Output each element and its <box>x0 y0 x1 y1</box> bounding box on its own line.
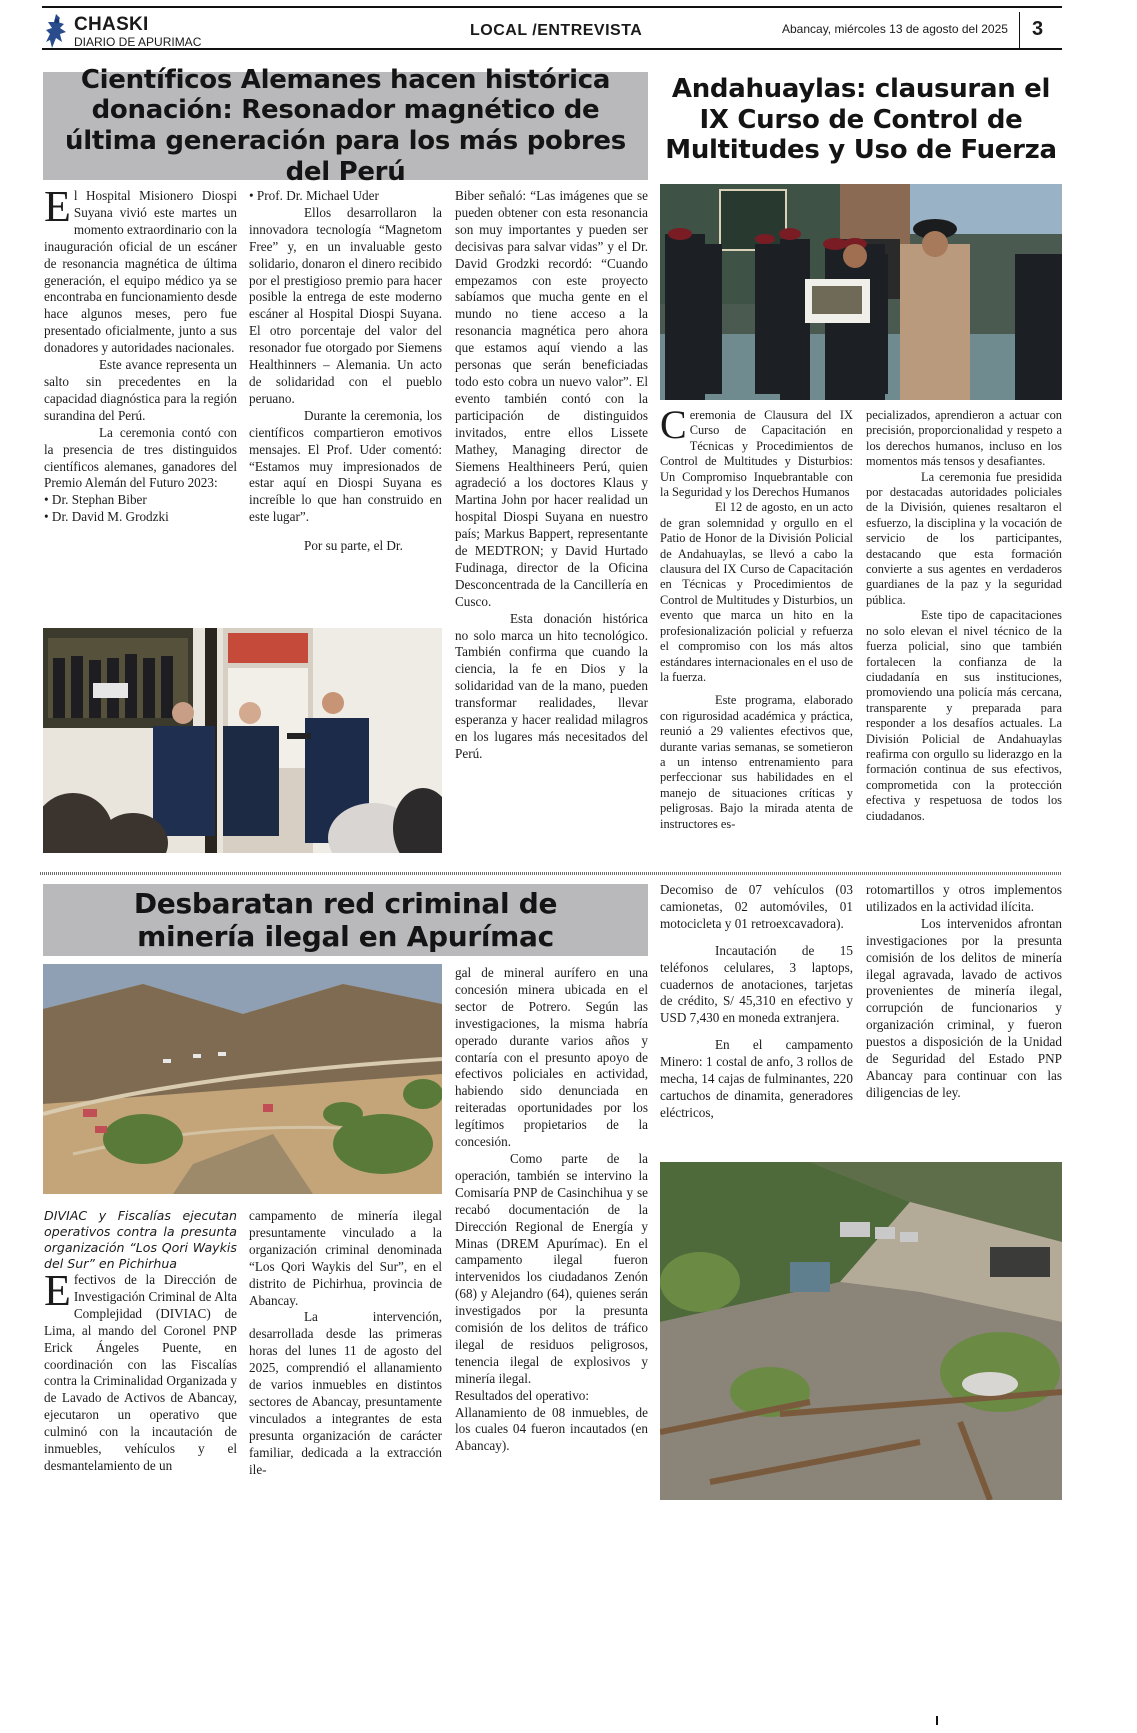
article3-photo-1[interactable] <box>43 964 442 1194</box>
article3-column-5 <box>866 882 1062 1102</box>
logo-name: CHASKI <box>74 13 149 35</box>
bullet-item: • Dr. David M. Grodzki <box>44 509 237 526</box>
article2-headline: Andahuaylas: clausuran el IX Curso de Control de Multitudes y Uso de Fuerza <box>665 73 1057 166</box>
article3-column-2 <box>249 1208 442 1479</box>
masthead <box>42 8 1062 48</box>
article3-paragraph: En el campamento Minero: 1 costal de anfo, 3 rollos de mecha, 14 cajas de fulminantes, 220 cartuchos de dinamita, generadores eléctricos, <box>660 1037 853 1120</box>
article3-headline-box <box>43 884 648 956</box>
section-label: LOCAL /ENTREVISTA <box>470 22 643 39</box>
article2-paragraph: Ceremonia de Clausura del IX Curso de Capacitación en Técnicas y Procedimientos de Control de Multitudes y Disturbios: Un Compromiso Inquebrantable con la Seguridad y los Derechos Humanos <box>660 402 853 500</box>
logo[interactable] <box>44 12 201 50</box>
article3-column-1 <box>44 1208 237 1475</box>
article3-paragraph: Los intervenidos afrontan investigaciones por la presunta comisión de los delitos de minería ilegal agravada, lavado de activos provenientes de minería ilegal, corrupción de funcionarios y organización criminal, y fueron puestos a disposición de la Unidad de Seguridad del Estado PNP Abancay para continuar con las diligencias de ley. <box>866 915 1062 1100</box>
page-number-divider <box>1019 12 1020 48</box>
article3-column-3 <box>455 965 648 1455</box>
article1-column-1 <box>44 182 237 526</box>
page-mark <box>936 1716 938 1725</box>
dateline: Abancay, miércoles 13 de agosto del 2025 <box>782 22 1008 36</box>
article1-paragraph: El Hospital Misionero Diospi Suyana vivió este martes un momento extraordinario con la inauguración oficial de un escáner de resonancia magnética de última generación, el equipo médico ya se encontraba en funcionamiento desde hace algunos meses, pero fue presentado oficialmente, junto a sus donadores y autoridades nacionales. <box>44 182 237 356</box>
article2-photo[interactable] <box>660 184 1062 400</box>
article3-paragraph: rotomartillos y otros implementos utilizados en la actividad ilícita. <box>866 882 1062 914</box>
ceremony-photo-icon <box>43 628 442 853</box>
article1-paragraph: La ceremonia contó con la presencia de tres distinguidos científicos alemanes, ganadores del Premio Alemán del Futuro 2023: <box>44 424 237 491</box>
article1-photo[interactable] <box>43 628 442 853</box>
bullet-item: • Prof. Dr. Michael Uder <box>249 188 442 205</box>
article2-column-1 <box>660 402 853 832</box>
article1-paragraph: Por su parte, el Dr. <box>304 538 403 554</box>
dropcap: E <box>44 1266 71 1315</box>
article3-paragraph: Decomiso de 07 vehículos (03 camionetas, 02 automóviles, 01 motocicleta y 01 retroexcavadora). <box>660 882 853 931</box>
article1-paragraph: Esta donación histórica no solo marca un hito tecnológico. También confirma que cuando la ciencia, la fe en Dios y la solidaridad van de la mano, pueden transformar realidades, llevar esperanza y hacer realidad milagros en los lugares más necesitados del Perú. <box>455 610 648 761</box>
article1-headline: Científicos Alemanes hacen histórica donación: Resonador magnético de última generación para los más pobres del Perú <box>65 64 626 187</box>
article1-column-3 <box>455 188 648 763</box>
article3-paragraph: Como parte de la operación, también se intervino la Comisaría PNP de Casinchihua y se recabó documentación de la Dirección Regional de Energía y Minas (DREM Apurímac). En el campamento ilegal fueron intervenidos los ciudadanos Zenón (68) y Alejandro (64), quienes serán investigados por la presunta comisión de los delitos de tráfico ilegal de residuos peligrosos, tenencia ilegal de explosivos y minería ilegal. <box>455 1150 648 1386</box>
logo-subtitle: DIARIO DE APURIMAC <box>74 34 202 49</box>
mining-camp-road-photo-icon <box>660 1162 1062 1500</box>
article2-headline-box <box>660 66 1062 174</box>
article1-paragraph: Este avance representa un salto sin precedentes en la capacidad diagnóstica para la región surandina del Perú. <box>44 357 237 423</box>
article1-headline-box <box>43 64 648 187</box>
mining-hillside-photo-icon <box>43 964 442 1194</box>
article3-paragraph: La intervención, desarrollada desde las primeras horas del lunes 11 de agosto del 2025, comprendió el allanamiento de varios inmuebles en distintos sectores de Abancay, presuntamente vinculados a integrantes de esta presunta organización de carácter familiar, dedicada a la extracción ile- <box>249 1309 442 1477</box>
page-number: 3 <box>1032 18 1044 40</box>
article3-paragraph: Resultados del operativo: <box>455 1387 590 1403</box>
police-ceremony-photo-icon <box>660 184 1062 400</box>
article2-paragraph: Este programa, elaborado con rigurosidad académica y práctica, reunió a 29 valientes efectivos que, durante varias semanas, se sometieron a un intenso entrenamiento para perfeccionar sus habilidades en el manejo de situaciones críticas y peligrosas. Bajo la mirada atenta de instructores es- <box>660 693 853 831</box>
article1-column-2 <box>249 188 442 555</box>
article2-paragraph: El 12 de agosto, en un acto de gran solemnidad y orgullo en el Patio de Honor de la División Policial de Andahuaylas, se llevó a cabo la clausura del IX Curso de Capacitación en Técnicas y Procedimientos de Control de Multitudes y Disturbios, un evento que marca un hito en la profesionalización policial y refuerza el compromiso con los más altos estándares internacionales en el uso de la fuerza. <box>660 500 853 684</box>
masthead-bottom-rule <box>42 48 1062 50</box>
dropcap: C <box>660 402 687 447</box>
article3-paragraph: Efectivos de la Dirección de Investigación Criminal de Alta Complejidad (DIVIAC) de Lima, al mando del Coronel PNP Erick Ángeles Puente, en coordinación con las Fiscalías contra la Criminalidad Organizada y de Lavado de Activos de Abancay, ejecutaron un operativo que culminó con la incautación de inmuebles, vehículos y el desmantelamiento de un <box>44 1266 237 1473</box>
article1-paragraph: Durante la ceremonia, los científicos compartieron emotivos mensajes. El Prof. Uder comentó: “Estamos muy impresionados de estar aquí en Diospi Suyana es increíble lo que han construido en este lugar”. <box>249 407 442 525</box>
article2-paragraph: La ceremonia fue presidida por destacadas autoridades policiales de la División, quienes resaltaron el esfuerzo, la disciplina y la vocación de servicio de los participantes, destacando que esta formación convierte a sus agentes en verdaderos guardianes de la paz y la seguridad pública. <box>866 469 1062 607</box>
article3-paragraph: gal de mineral aurífero en una concesión minera ubicada en el sector de Potrero. Según las investigaciones, la misma habría operado durante varios años y contaría con el presunto apoyo de efectivos policiales en actividad, habiendo sido denunciada en reiteradas oportunidades por los legítimos propietarios de la concesión. <box>455 965 648 1150</box>
article3-photo-2[interactable] <box>660 1162 1062 1500</box>
chaski-messenger-icon <box>44 12 70 50</box>
article3-paragraph: campamento de minería ilegal presuntamente vinculado a la organización criminal denominada “Los Qori Waykis del Sur”, en el distrito de Pichirhua, provincia de Abancay. <box>249 1208 442 1308</box>
article3-paragraph: Allanamiento de 08 inmuebles, de los cuales 04 fueron incautados (en Abancay). <box>455 1404 648 1454</box>
bullet-item: • Dr. Stephan Biber <box>44 492 237 509</box>
article2-paragraph: pecializados, aprendieron a actuar con precisión, proporcionalidad y respeto a los derechos humanos, incluso en los momentos más tensos y desafiantes. <box>866 408 1062 469</box>
article3-paragraph: Incautación de 15 teléfonos celulares, 3 laptops, cuadernos de anotaciones, tarjetas de crédito, S/ 45,310 en efectivo y USD 7,430 en moneda extranjera. <box>660 942 853 1026</box>
section-divider <box>40 872 1062 875</box>
article3-headline: Desbaratan red criminal de minería ilegal en Apurímac <box>133 886 558 953</box>
article3-column-4 <box>660 882 853 1122</box>
dropcap: E <box>44 182 71 231</box>
article2-column-2 <box>866 408 1062 824</box>
article1-paragraph: Ellos desarrollaron la innovadora tecnología “Magnetom Free” y, en un invaluable gesto solidario, donaron el dinero recibido por el prestigioso premio para hacer posible la entrega de este moderno escáner al Hospital Diospi Suyana. El otro porcentaje del valor del resonador fue otorgado por Siemens Healthinners – Alemania. Un acto de solidaridad con el pueblo peruano. <box>249 204 442 406</box>
article1-paragraph: Biber señaló: “Las imágenes que se pueden obtener con esta resonancia son muy importantes y pueden ser decisivas para salvar vidas” y el Dr. David Grodzki recordó: “Cuando empezamos con este proyecto sabíamos que mucha gente en el mundo no tiene acceso a la resonancia magnética pero ahora que estamos aquí viendo a las personas que serán beneficiadas todo esto cobra un nuevo valor”. El evento también contó con la participación de distinguidos invitados, entre ellos Lissete Mathey, Managing director de Siemens Healthineers Perú, quien agradeció a los doctores Klaus y Martina John por hacer realidad un hospital Diospi Suyana en nuestro país; Markus Bappert, representante de MEDTRON; y David Hurtado Fudinaga, director de la Oficina Desconcentrada de la Cancillería en Cusco. <box>455 188 648 609</box>
article3-subhead: DIVIAC y Fiscalías ejecutan operativos contra la presunta organización “Los Qori Waykis del Sur” en Pichirhua <box>44 1208 237 1271</box>
article2-paragraph: Este tipo de capacitaciones no solo elevan el nivel técnico de la fuerza policial, sino que también fortalecen la confianza de la ciudadanía en sus instituciones, promoviendo una policía más cercana, transparente y preparada para responder a los desafíos actuales. La División Policial de Andahuaylas reafirma con orgullo su liderazgo en la formación continua de sus efectivos, comprometida con la protección efectiva y respetuosa de todos los ciudadanos. <box>866 608 1062 823</box>
